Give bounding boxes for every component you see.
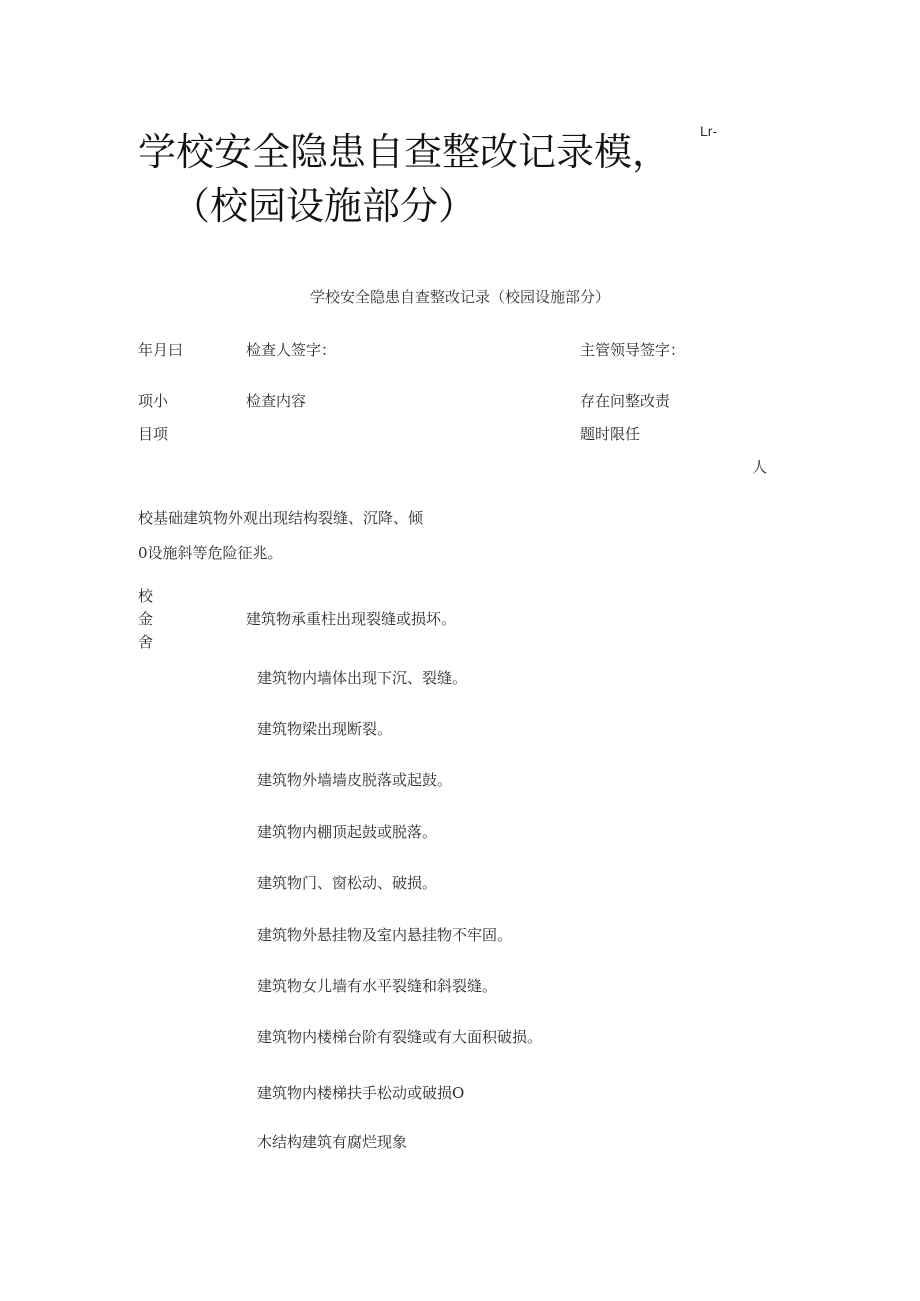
document-title-line2: （校园设施部分） [172, 184, 477, 228]
list-item: 建筑物内楼梯扶手松动或破损O [257, 1084, 465, 1102]
inspector-signature-label: 检查人签字： [246, 341, 337, 359]
header-content-col: 检查内容 [246, 392, 307, 410]
title-annotation-mark: Lr- [700, 123, 718, 139]
list-item: 建筑物女儿墙有水平裂缝和斜裂缝。 [257, 977, 498, 995]
category-char: 校 [138, 587, 154, 605]
header-item-col-line2: 目项 [138, 425, 169, 443]
leader-signature-label: 主管领导签字： [580, 341, 686, 359]
document-subtitle: 学校安全隐患自查整改记录（校园设施部分） [309, 288, 610, 306]
list-item: 木结构建筑有腐烂现象 [257, 1133, 408, 1151]
document-title-line1: 学校安全隐患自查整改记录模， [138, 130, 671, 174]
header-issue-col-line2: 题时限任 [580, 425, 641, 443]
list-item: 建筑物内墙体出现下沉、裂缝。 [257, 669, 468, 687]
pillar-item: 建筑物承重柱出现裂缝或损坏。 [246, 610, 457, 628]
category-char: 舍 [138, 633, 154, 651]
category-label [138, 585, 153, 654]
list-item: 建筑物外墙墙皮脱落或起鼓。 [257, 771, 453, 789]
list-item: 建筑物门、窗松动、破损。 [257, 874, 438, 892]
list-item: 建筑物内棚顶起鼓或脱落。 [257, 823, 438, 841]
header-issue-col-line3: 人 [752, 458, 768, 476]
header-issue-col-line1: 存在问整改责 [580, 392, 671, 410]
header-item-col-line1: 项小 [138, 392, 169, 410]
category-char: 金 [138, 610, 154, 628]
foundation-item-line1: 校基础建筑物外观出现结构裂缝、沉降、倾 [138, 509, 424, 527]
foundation-item-line2: 0设施斜等危险征兆。 [138, 544, 283, 562]
date-label: 年月曰 [138, 341, 184, 359]
list-item: 建筑物外悬挂物及室内悬挂物不牢固。 [257, 926, 513, 944]
list-item: 建筑物梁出现断裂。 [257, 720, 393, 738]
list-item: 建筑物内楼梯台阶有裂缝或有大面积破损。 [257, 1028, 543, 1046]
